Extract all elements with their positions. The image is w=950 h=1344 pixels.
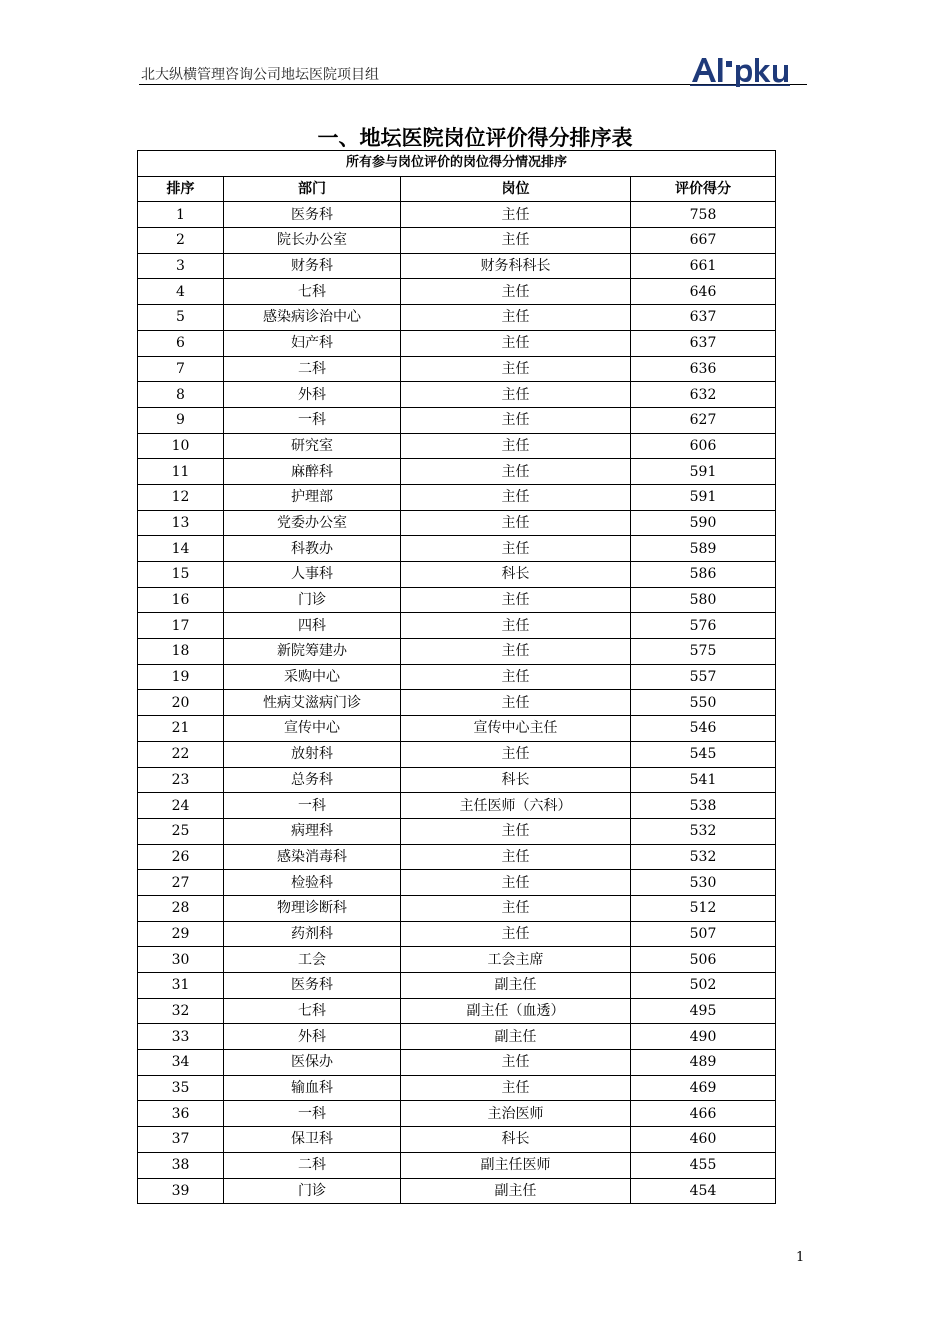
score-cell: 546 bbox=[631, 716, 776, 742]
position-cell: 主任 bbox=[401, 433, 631, 459]
column-header-score: 评价得分 bbox=[631, 176, 776, 202]
position-cell: 主任 bbox=[401, 279, 631, 305]
position-cell: 主任 bbox=[401, 1050, 631, 1076]
rank-cell: 30 bbox=[138, 947, 224, 973]
position-cell: 主任 bbox=[401, 870, 631, 896]
department-cell: 研究室 bbox=[224, 433, 401, 459]
table-row bbox=[138, 202, 776, 228]
table-row bbox=[138, 1050, 776, 1076]
table-row bbox=[138, 407, 776, 433]
table-row bbox=[138, 1127, 776, 1153]
position-cell: 科长 bbox=[401, 1127, 631, 1153]
department-cell: 一科 bbox=[224, 793, 401, 819]
rank-cell: 24 bbox=[138, 793, 224, 819]
table-row bbox=[138, 382, 776, 408]
score-cell: 646 bbox=[631, 279, 776, 305]
score-cell: 538 bbox=[631, 793, 776, 819]
position-cell: 副主任 bbox=[401, 1178, 631, 1204]
table-row bbox=[138, 1024, 776, 1050]
score-cell: 532 bbox=[631, 818, 776, 844]
table-row bbox=[138, 767, 776, 793]
table-caption-row bbox=[138, 151, 776, 177]
table-row bbox=[138, 356, 776, 382]
score-cell: 502 bbox=[631, 973, 776, 999]
table-header-row bbox=[138, 176, 776, 202]
department-cell: 科教办 bbox=[224, 536, 401, 562]
position-cell: 财务科科长 bbox=[401, 253, 631, 279]
page-number: 1 bbox=[796, 1250, 805, 1265]
table-row bbox=[138, 228, 776, 254]
rank-cell: 13 bbox=[138, 510, 224, 536]
score-cell: 532 bbox=[631, 844, 776, 870]
department-cell: 麻醉科 bbox=[224, 459, 401, 485]
department-cell: 人事科 bbox=[224, 562, 401, 588]
position-cell: 主任 bbox=[401, 1075, 631, 1101]
score-cell: 466 bbox=[631, 1101, 776, 1127]
rank-cell: 16 bbox=[138, 587, 224, 613]
rank-cell: 38 bbox=[138, 1152, 224, 1178]
table-row bbox=[138, 484, 776, 510]
score-cell: 541 bbox=[631, 767, 776, 793]
score-cell: 506 bbox=[631, 947, 776, 973]
score-cell: 632 bbox=[631, 382, 776, 408]
position-cell: 主任 bbox=[401, 613, 631, 639]
rank-cell: 28 bbox=[138, 895, 224, 921]
position-cell: 主任 bbox=[401, 459, 631, 485]
position-cell: 科长 bbox=[401, 562, 631, 588]
position-cell: 主任 bbox=[401, 305, 631, 331]
rank-cell: 34 bbox=[138, 1050, 224, 1076]
score-cell: 530 bbox=[631, 870, 776, 896]
document-title: 一、地坛医院岗位评价得分排序表 bbox=[317, 126, 633, 150]
score-cell: 557 bbox=[631, 664, 776, 690]
score-cell: 507 bbox=[631, 921, 776, 947]
score-cell: 758 bbox=[631, 202, 776, 228]
department-cell: 总务科 bbox=[224, 767, 401, 793]
score-cell: 495 bbox=[631, 998, 776, 1024]
rank-cell: 5 bbox=[138, 305, 224, 331]
rank-cell: 10 bbox=[138, 433, 224, 459]
rank-cell: 7 bbox=[138, 356, 224, 382]
department-cell: 七科 bbox=[224, 998, 401, 1024]
position-cell: 主任 bbox=[401, 536, 631, 562]
department-cell: 输血科 bbox=[224, 1075, 401, 1101]
position-cell: 主任 bbox=[401, 895, 631, 921]
department-cell: 七科 bbox=[224, 279, 401, 305]
rank-cell: 18 bbox=[138, 639, 224, 665]
position-cell: 主任 bbox=[401, 382, 631, 408]
score-cell: 636 bbox=[631, 356, 776, 382]
score-cell: 606 bbox=[631, 433, 776, 459]
table-row bbox=[138, 639, 776, 665]
score-cell: 512 bbox=[631, 895, 776, 921]
score-cell: 545 bbox=[631, 741, 776, 767]
department-cell: 护理部 bbox=[224, 484, 401, 510]
table-row bbox=[138, 1152, 776, 1178]
score-cell: 667 bbox=[631, 228, 776, 254]
rank-cell: 23 bbox=[138, 767, 224, 793]
position-cell: 副主任医师 bbox=[401, 1152, 631, 1178]
department-cell: 检验科 bbox=[224, 870, 401, 896]
table-row bbox=[138, 664, 776, 690]
position-cell: 主治医师 bbox=[401, 1101, 631, 1127]
department-cell: 妇产科 bbox=[224, 330, 401, 356]
ranking-table bbox=[137, 150, 776, 1204]
table-row bbox=[138, 305, 776, 331]
table-row bbox=[138, 921, 776, 947]
position-cell: 主任 bbox=[401, 228, 631, 254]
table-row bbox=[138, 433, 776, 459]
table-row bbox=[138, 716, 776, 742]
score-cell: 455 bbox=[631, 1152, 776, 1178]
department-cell: 外科 bbox=[224, 1024, 401, 1050]
position-cell: 主任 bbox=[401, 921, 631, 947]
rank-cell: 25 bbox=[138, 818, 224, 844]
column-header-position: 岗位 bbox=[401, 176, 631, 202]
position-cell: 主任 bbox=[401, 844, 631, 870]
position-cell: 主任 bbox=[401, 587, 631, 613]
department-cell: 二科 bbox=[224, 356, 401, 382]
rank-cell: 27 bbox=[138, 870, 224, 896]
rank-cell: 36 bbox=[138, 1101, 224, 1127]
table-row bbox=[138, 973, 776, 999]
department-cell: 性病艾滋病门诊 bbox=[224, 690, 401, 716]
position-cell: 主任 bbox=[401, 639, 631, 665]
department-cell: 门诊 bbox=[224, 1178, 401, 1204]
table-row bbox=[138, 998, 776, 1024]
department-cell: 放射科 bbox=[224, 741, 401, 767]
position-cell: 副主任 bbox=[401, 1024, 631, 1050]
rank-cell: 35 bbox=[138, 1075, 224, 1101]
table-row bbox=[138, 536, 776, 562]
rank-cell: 1 bbox=[138, 202, 224, 228]
position-cell: 宣传中心主任 bbox=[401, 716, 631, 742]
score-cell: 586 bbox=[631, 562, 776, 588]
position-cell: 科长 bbox=[401, 767, 631, 793]
position-cell: 主任 bbox=[401, 484, 631, 510]
position-cell: 主任 bbox=[401, 202, 631, 228]
department-cell: 财务科 bbox=[224, 253, 401, 279]
department-cell: 新院筹建办 bbox=[224, 639, 401, 665]
score-cell: 469 bbox=[631, 1075, 776, 1101]
rank-cell: 32 bbox=[138, 998, 224, 1024]
table-row bbox=[138, 330, 776, 356]
rank-cell: 4 bbox=[138, 279, 224, 305]
table-row bbox=[138, 690, 776, 716]
position-cell: 主任 bbox=[401, 741, 631, 767]
rank-cell: 39 bbox=[138, 1178, 224, 1204]
rank-cell: 15 bbox=[138, 562, 224, 588]
column-header-department: 部门 bbox=[224, 176, 401, 202]
score-cell: 590 bbox=[631, 510, 776, 536]
score-cell: 490 bbox=[631, 1024, 776, 1050]
rank-cell: 29 bbox=[138, 921, 224, 947]
table-row bbox=[138, 1101, 776, 1127]
rank-cell: 20 bbox=[138, 690, 224, 716]
column-header-rank: 排序 bbox=[138, 176, 224, 202]
position-cell: 主任医师（六科） bbox=[401, 793, 631, 819]
rank-cell: 11 bbox=[138, 459, 224, 485]
table-row bbox=[138, 870, 776, 896]
department-cell: 宣传中心 bbox=[224, 716, 401, 742]
table-row bbox=[138, 1178, 776, 1204]
score-cell: 627 bbox=[631, 407, 776, 433]
department-cell: 采购中心 bbox=[224, 664, 401, 690]
position-cell: 主任 bbox=[401, 330, 631, 356]
department-cell: 工会 bbox=[224, 947, 401, 973]
rank-cell: 21 bbox=[138, 716, 224, 742]
table-row bbox=[138, 562, 776, 588]
score-cell: 589 bbox=[631, 536, 776, 562]
score-cell: 454 bbox=[631, 1178, 776, 1204]
rank-cell: 14 bbox=[138, 536, 224, 562]
department-cell: 一科 bbox=[224, 407, 401, 433]
rank-cell: 17 bbox=[138, 613, 224, 639]
department-cell: 感染病诊治中心 bbox=[224, 305, 401, 331]
rank-cell: 12 bbox=[138, 484, 224, 510]
score-cell: 637 bbox=[631, 330, 776, 356]
score-cell: 550 bbox=[631, 690, 776, 716]
table-row bbox=[138, 741, 776, 767]
rank-cell: 19 bbox=[138, 664, 224, 690]
rank-cell: 22 bbox=[138, 741, 224, 767]
position-cell: 工会主席 bbox=[401, 947, 631, 973]
score-cell: 460 bbox=[631, 1127, 776, 1153]
score-cell: 580 bbox=[631, 587, 776, 613]
table-row bbox=[138, 793, 776, 819]
department-cell: 病理科 bbox=[224, 818, 401, 844]
score-cell: 661 bbox=[631, 253, 776, 279]
header-text: 北大纵横管理咨询公司地坛医院项目组 bbox=[141, 67, 379, 83]
table-row bbox=[138, 947, 776, 973]
department-cell: 医务科 bbox=[224, 973, 401, 999]
department-cell: 党委办公室 bbox=[224, 510, 401, 536]
position-cell: 主任 bbox=[401, 356, 631, 382]
position-cell: 主任 bbox=[401, 664, 631, 690]
score-cell: 591 bbox=[631, 459, 776, 485]
table-row bbox=[138, 613, 776, 639]
table-row bbox=[138, 844, 776, 870]
table-row bbox=[138, 895, 776, 921]
score-cell: 591 bbox=[631, 484, 776, 510]
table-row bbox=[138, 279, 776, 305]
position-cell: 主任 bbox=[401, 690, 631, 716]
table-row bbox=[138, 459, 776, 485]
department-cell: 四科 bbox=[224, 613, 401, 639]
rank-cell: 8 bbox=[138, 382, 224, 408]
score-cell: 489 bbox=[631, 1050, 776, 1076]
table-caption: 所有参与岗位评价的岗位得分情况排序 bbox=[138, 151, 776, 177]
position-cell: 主任 bbox=[401, 407, 631, 433]
position-cell: 副主任 bbox=[401, 973, 631, 999]
rank-cell: 6 bbox=[138, 330, 224, 356]
department-cell: 院长办公室 bbox=[224, 228, 401, 254]
department-cell: 医务科 bbox=[224, 202, 401, 228]
rank-cell: 9 bbox=[138, 407, 224, 433]
department-cell: 感染消毒科 bbox=[224, 844, 401, 870]
position-cell: 副主任（血透） bbox=[401, 998, 631, 1024]
department-cell: 物理诊断科 bbox=[224, 895, 401, 921]
table-row bbox=[138, 253, 776, 279]
department-cell: 医保办 bbox=[224, 1050, 401, 1076]
table-row bbox=[138, 818, 776, 844]
rank-cell: 33 bbox=[138, 1024, 224, 1050]
rank-cell: 37 bbox=[138, 1127, 224, 1153]
department-cell: 一科 bbox=[224, 1101, 401, 1127]
department-cell: 药剂科 bbox=[224, 921, 401, 947]
department-cell: 二科 bbox=[224, 1152, 401, 1178]
score-cell: 576 bbox=[631, 613, 776, 639]
table-row bbox=[138, 587, 776, 613]
table-row bbox=[138, 510, 776, 536]
department-cell: 保卫科 bbox=[224, 1127, 401, 1153]
score-cell: 637 bbox=[631, 305, 776, 331]
table-row bbox=[138, 1075, 776, 1101]
rank-cell: 2 bbox=[138, 228, 224, 254]
score-cell: 575 bbox=[631, 639, 776, 665]
department-cell: 外科 bbox=[224, 382, 401, 408]
rank-cell: 3 bbox=[138, 253, 224, 279]
rank-cell: 26 bbox=[138, 844, 224, 870]
department-cell: 门诊 bbox=[224, 587, 401, 613]
position-cell: 主任 bbox=[401, 510, 631, 536]
company-logo bbox=[690, 52, 808, 88]
rank-cell: 31 bbox=[138, 973, 224, 999]
position-cell: 主任 bbox=[401, 818, 631, 844]
